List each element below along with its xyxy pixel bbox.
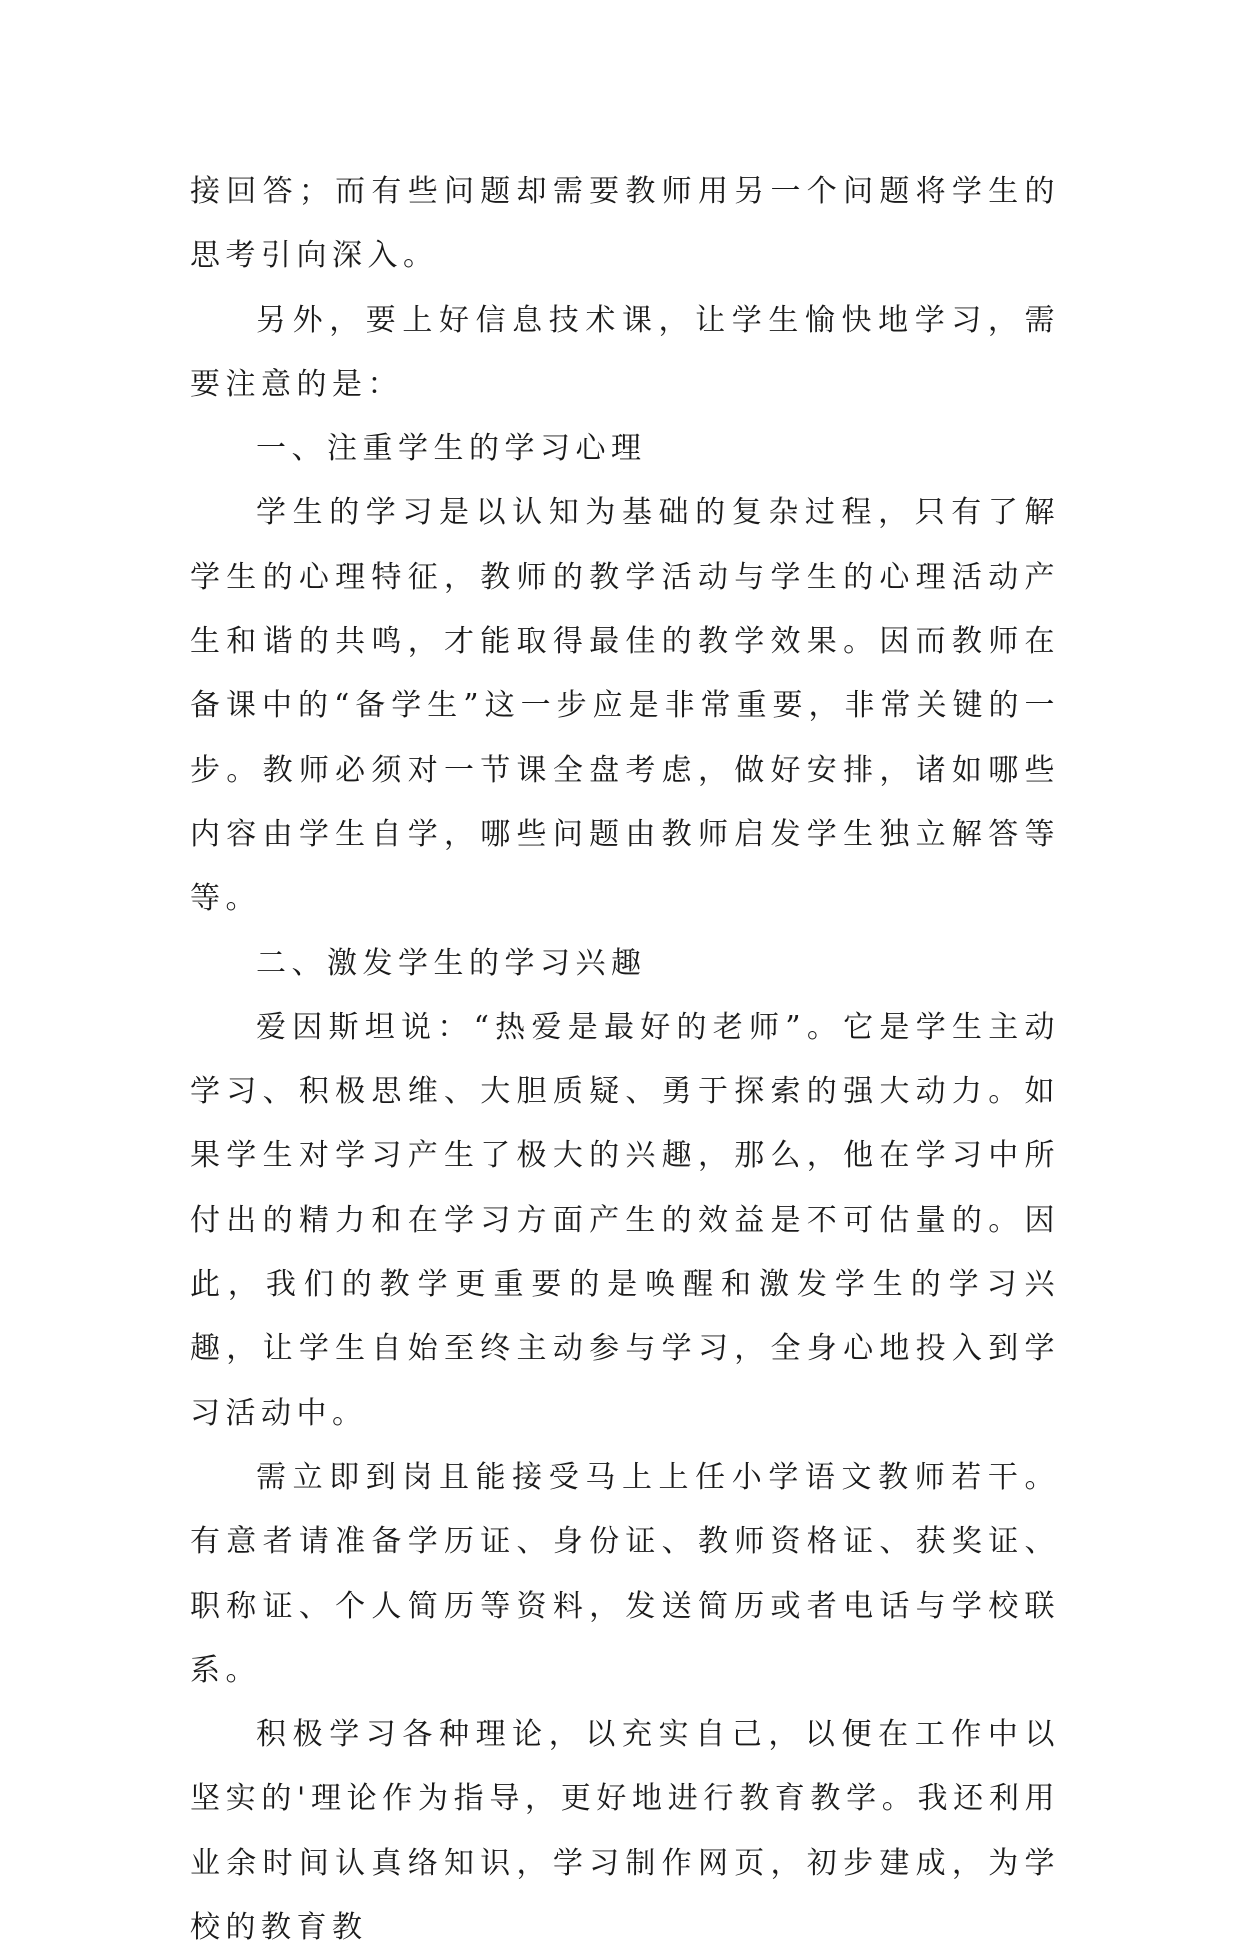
paragraph-5: 需立即到岗且能接受马上上任小学语文教师若干。有意者请准备学历证、身份证、教师资格证、获奖证、职称证、个人简历等资料，发送简历或者电话与学校联系。 [190,1459,1060,1688]
section-heading-2: 二、激发学生的学习兴趣 [256,945,647,981]
body-text [190,160,1060,1960]
paragraph-1: 接回答；而有些问题却需要教师用另一个问题将学生的思考引向深入。 [190,174,1060,274]
paragraph-6: 积极学习各种理论，以充实自己，以便在工作中以坚实的'理论作为指导，更好地进行教育教学。我还利用业余时间认真络知识，学习制作网页，初步建成，为学校的教育教 [190,1717,1060,1946]
paragraph-2: 另外，要上好信息技术课，让学生愉快地学习，需要注意的是： [190,302,1060,402]
section-heading-1: 一、注重学生的学习心理 [256,431,647,467]
paragraph-4: 爱因斯坦说：“热爱是最好的老师”。它是学生主动学习、积极思维、大胆质疑、勇于探索的强大动力。如果学生对学习产生了极大的兴趣，那么，他在学习中所付出的精力和在学习方面产生的效益是不可估量的。因此，我们的教学更重要的是唤醒和激发学生的学习兴趣，让学生自始至终主动参与学习，全身心地投入到学习活动中。 [190,1009,1060,1431]
paragraph-3: 学生的学习是以认知为基础的复杂过程，只有了解学生的心理特征，教师的教学活动与学生的心理活动产生和谐的共鸣，才能取得最佳的教学效果。因而教师在备课中的“备学生”这一步应是非常重要，非常关键的一步。教师必须对一节课全盘考虑，做好安排，诸如哪些内容由学生自学，哪些问题由教师启发学生独立解答等等。 [190,495,1060,917]
